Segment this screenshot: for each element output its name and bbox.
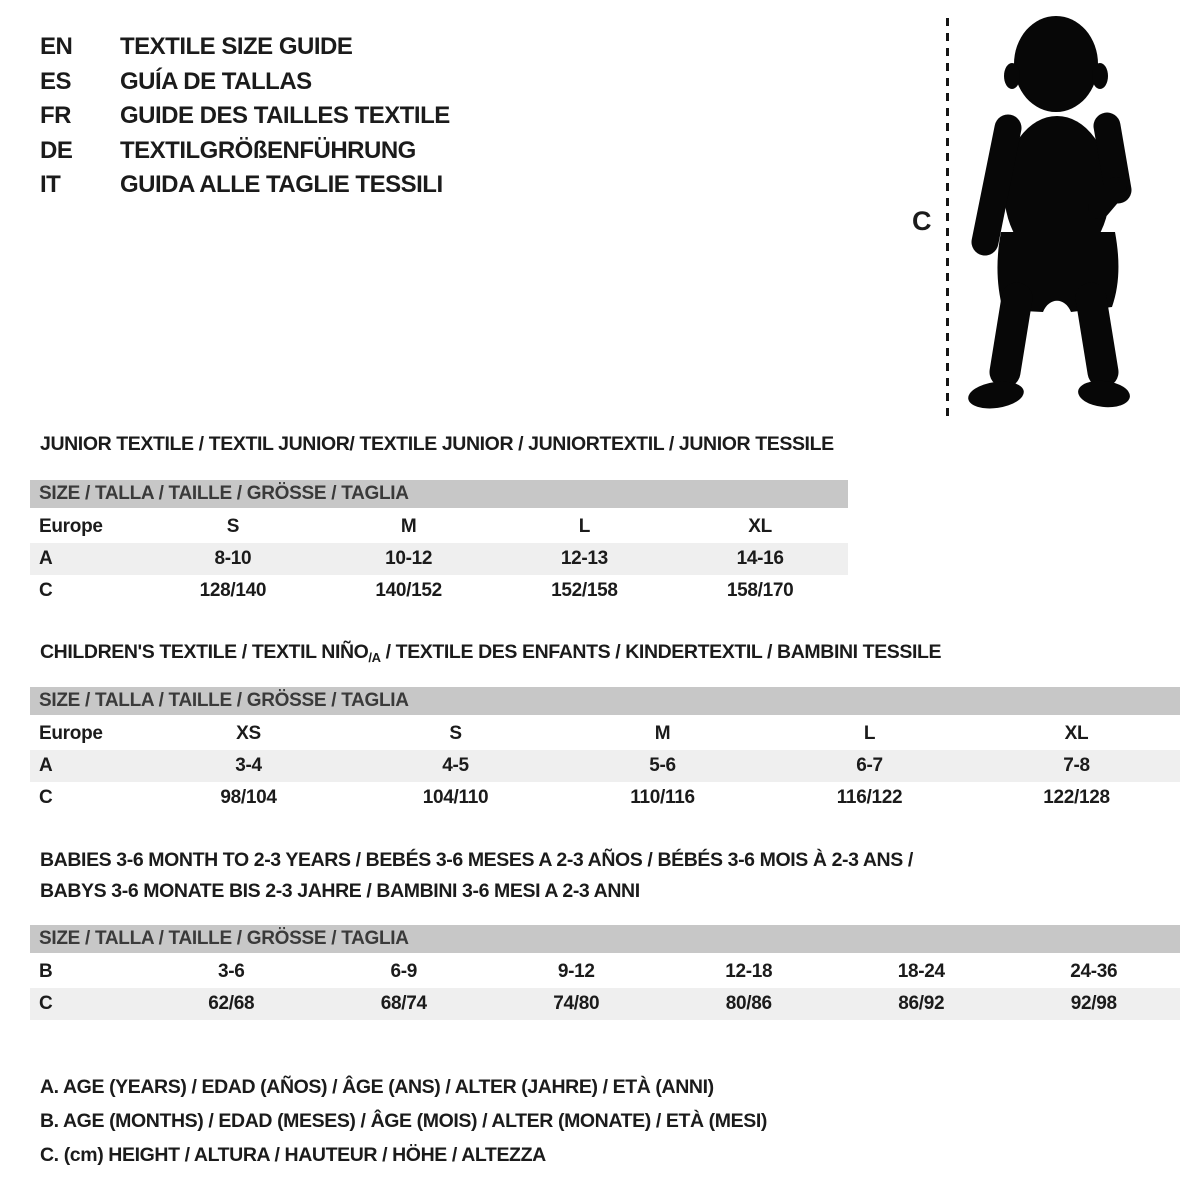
language-code: EN — [40, 33, 73, 61]
table-row-age-months — [30, 956, 1180, 988]
children-section-title — [40, 641, 941, 664]
row-label: C — [39, 993, 53, 1014]
size-cell: M — [654, 723, 671, 744]
language-code: ES — [40, 67, 72, 95]
table-row-age-years — [30, 543, 848, 575]
guide-title-de: TEXTILGRÖßENFÜHRUNG — [120, 136, 416, 164]
height-measure-dashed-line — [946, 18, 949, 418]
size-header-bar: SIZE / TALLA / TAILLE / GRÖSSE / TAGLIA — [30, 925, 1180, 953]
table-row-europe — [30, 718, 1180, 750]
height-cell: 152/158 — [551, 580, 618, 601]
guide-title-fr: GUIDE DES TAILLES TEXTILE — [120, 102, 450, 130]
language-row-es — [40, 65, 450, 100]
height-cell: 158/170 — [726, 580, 794, 601]
age-cell: 3-4 — [235, 755, 262, 776]
language-code: IT — [40, 171, 61, 199]
row-label: B — [39, 961, 53, 982]
table-row-height-cm — [30, 988, 1180, 1020]
height-cell: 116/122 — [836, 787, 903, 808]
language-row-de — [40, 134, 450, 169]
size-cell: XS — [236, 723, 261, 744]
table-row-europe — [30, 511, 848, 543]
children-size-table — [30, 687, 1180, 814]
size-cell: S — [449, 723, 462, 744]
age-cell: 3-6 — [217, 961, 245, 982]
row-label: A — [39, 548, 53, 569]
legend-age-years: A. AGE (YEARS) / EDAD (AÑOS) / ÂGE (ANS) / ALTER (JAHRE) / ETÀ (ANNI) — [40, 1076, 714, 1098]
height-cell: 110/116 — [630, 787, 695, 808]
row-label: A — [39, 755, 53, 776]
size-header-bar: SIZE / TALLA / TAILLE / GRÖSSE / TAGLIA — [30, 480, 848, 508]
language-row-it — [40, 168, 450, 203]
table-row-height-cm — [30, 575, 848, 607]
age-cell: 4-5 — [442, 755, 469, 776]
children-title-text: CHILDREN'S TEXTILE / TEXTIL NIÑO — [40, 641, 369, 663]
height-cell: 92/98 — [1070, 993, 1117, 1014]
toddler-silhouette — [960, 12, 1138, 418]
guide-title-it: GUIDA ALLE TAGLIE TESSILI — [120, 171, 443, 199]
age-cell: 9-12 — [557, 961, 595, 982]
row-label: Europe — [39, 723, 103, 744]
height-cell: 98/104 — [220, 787, 277, 808]
age-cell: 12-13 — [560, 548, 608, 569]
age-cell: 6-9 — [390, 961, 418, 982]
table-row-age-years — [30, 750, 1180, 782]
height-cell: 140/152 — [375, 580, 442, 601]
age-cell: 7-8 — [1063, 755, 1090, 776]
age-cell: 5-6 — [649, 755, 676, 776]
size-header-bar: SIZE / TALLA / TAILLE / GRÖSSE / TAGLIA — [30, 687, 1180, 715]
language-code: FR — [40, 102, 71, 130]
junior-section-title: JUNIOR TEXTILE / TEXTIL JUNIOR/ TEXTILE JUNIOR / JUNIORTEXTIL / JUNIOR TESSILE — [40, 433, 834, 455]
guide-title-es: GUÍA DE TALLAS — [120, 67, 312, 95]
size-cell: XL — [748, 516, 772, 537]
age-cell: 18-24 — [897, 961, 945, 982]
children-title-text: / TEXTILE DES ENFANTS / KINDERTEXTIL / BAMBINI TESSILE — [380, 641, 942, 663]
size-cell: XL — [1064, 723, 1089, 744]
legend-age-months: B. AGE (MONTHS) / EDAD (MESES) / ÂGE (MOIS) / ALTER (MONATE) / ETÀ (MESI) — [40, 1110, 767, 1132]
age-cell: 12-18 — [725, 961, 773, 982]
height-cell: 122/128 — [1043, 787, 1110, 808]
height-cell: 62/68 — [208, 993, 255, 1014]
language-row-fr — [40, 99, 450, 134]
height-cell: 128/140 — [199, 580, 267, 601]
babies-title-line1: BABIES 3-6 MONTH TO 2-3 YEARS / BEBÉS 3-6 MESES A 2-3 AÑOS / BÉBÉS 3-6 MOIS À 2-3 ANS / — [40, 849, 913, 871]
age-cell: 6-7 — [856, 755, 883, 776]
height-cell: 86/92 — [898, 993, 945, 1014]
babies-size-table — [30, 925, 1180, 1020]
row-label: C — [39, 787, 53, 808]
language-title-list — [40, 30, 450, 203]
height-cell: 68/74 — [380, 993, 427, 1014]
row-label: C — [39, 580, 53, 601]
table-row-height-cm — [30, 782, 1180, 814]
size-cell: L — [578, 516, 591, 537]
size-cell: L — [863, 723, 876, 744]
babies-title-line2: BABYS 3-6 MONATE BIS 2-3 JAHRE / BAMBINI 3-6 MESI A 2-3 ANNI — [40, 880, 640, 902]
height-measure-label: C — [912, 206, 932, 236]
children-title-subscript: /A — [368, 650, 381, 665]
size-cell: S — [226, 516, 240, 537]
age-cell: 14-16 — [736, 548, 784, 569]
junior-size-table — [30, 480, 848, 607]
age-cell: 10-12 — [385, 548, 433, 569]
height-cell: 80/86 — [725, 993, 772, 1014]
size-cell: M — [400, 516, 417, 537]
row-label: Europe — [39, 516, 103, 537]
height-cell: 74/80 — [553, 993, 600, 1014]
height-cell: 104/110 — [422, 787, 489, 808]
language-code: DE — [40, 136, 73, 164]
legend-height-cm: C. (cm) HEIGHT / ALTURA / HAUTEUR / HÖHE / ALTEZZA — [40, 1144, 546, 1166]
babies-section-title — [40, 845, 913, 907]
guide-title-en: TEXTILE SIZE GUIDE — [120, 33, 353, 61]
measurement-legend — [40, 1070, 767, 1172]
language-row-en — [40, 30, 450, 65]
age-cell: 8-10 — [214, 548, 252, 569]
age-cell: 24-36 — [1070, 961, 1118, 982]
